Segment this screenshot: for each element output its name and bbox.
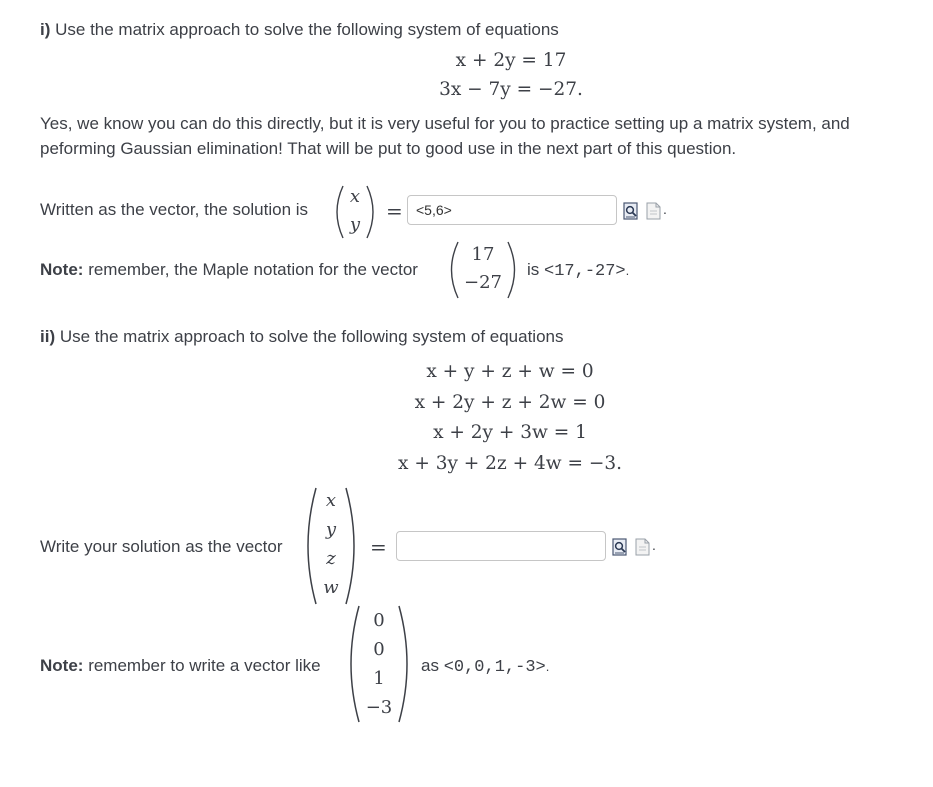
part1-note-tail [527, 260, 629, 281]
part2-note-example: <0,0,1,-3> [443, 658, 546, 677]
part2-equation-2: x + 2y + z + 2w = 0 [414, 391, 606, 413]
part2-note-as: as [421, 656, 439, 675]
part1-vector-entry-x: x [349, 186, 361, 207]
part1-note-vector [446, 240, 520, 300]
part1-paragraph-line1: Yes, we know you can do this directly, but it is very useful for you to practice setting up a matrix system, and [40, 114, 850, 133]
part1-note-vector-entry-2: −27 [464, 272, 502, 293]
part1-heading [40, 20, 559, 40]
part1-note-example: <17,-27> [544, 262, 626, 281]
part1-note [40, 260, 418, 280]
part2-note-vector-entry-4: −3 [365, 697, 393, 718]
part1-heading-text: Use the matrix approach to solve the following system of equations [55, 20, 559, 39]
part1-equation-2: 3x − 7y = −27. [439, 79, 583, 100]
part2-vector-entry-y: y [325, 519, 337, 540]
part1-equals-sign: = [386, 199, 403, 223]
part2-equation-3: x + 2y + 3w = 1 [433, 422, 587, 443]
part2-note-vector [347, 604, 411, 724]
part2-heading [40, 327, 564, 347]
help-document-icon[interactable] [635, 538, 651, 556]
part2-vector-entry-w: w [323, 577, 339, 598]
icon-trailing-dot: . [663, 201, 667, 217]
part2-note-text: remember to write a vector like [88, 656, 321, 675]
part2-equations [360, 357, 660, 479]
part2-prompt: Write your solution as the vector [40, 537, 283, 556]
preview-icon[interactable] [612, 538, 628, 556]
part2-label: ii) [40, 327, 56, 346]
help-document-icon[interactable] [646, 202, 662, 220]
part1-solution-vector [333, 184, 377, 240]
part2-equation-4: x + 3y + 2z + 4w = −3. [398, 452, 622, 474]
part2-answer-input[interactable] [396, 531, 606, 561]
part2-solution-vector [304, 486, 358, 606]
part2-note-label: Note: [40, 656, 84, 675]
part1-label: i) [40, 20, 51, 39]
part2-note-end: . [545, 659, 550, 674]
part1-note-end: . [625, 263, 630, 278]
part1-paragraph [40, 111, 850, 161]
part2-equation-1: x + y + z + w = 0 [426, 361, 594, 382]
preview-icon[interactable] [623, 202, 639, 220]
icon-trailing-dot: . [652, 537, 656, 553]
part2-equals-sign: = [370, 535, 387, 559]
part2-heading-text: Use the matrix approach to solve the following system of equations [59, 327, 564, 346]
part1-answer-input[interactable]: <5,6> [407, 195, 617, 225]
part2-vector-entry-x: x [325, 490, 337, 511]
part2-note-vector-entry-1: 0 [373, 610, 385, 631]
part1-equation-1: x + 2y = 17 [455, 50, 567, 71]
part1-note-text: remember, the Maple notation for the vector [88, 260, 418, 279]
part1-note-label: Note: [40, 260, 84, 279]
part2-note [40, 656, 321, 676]
part1-vector-entry-y: y [349, 214, 361, 235]
part2-note-vector-entry-3: 1 [373, 668, 385, 689]
part2-note-vector-entry-2: 0 [373, 639, 385, 660]
part2-note-tail [421, 656, 549, 677]
part2-vector-entry-z: z [326, 548, 336, 569]
part1-note-is: is [527, 260, 540, 279]
part1-note-vector-entry-1: 17 [471, 244, 495, 265]
part1-prompt: Written as the vector, the solution is [40, 200, 309, 219]
part1-equations [380, 46, 642, 104]
part1-paragraph-line2: peforming Gaussian elimination! That will be put to good use in the next part of this question. [40, 139, 737, 158]
